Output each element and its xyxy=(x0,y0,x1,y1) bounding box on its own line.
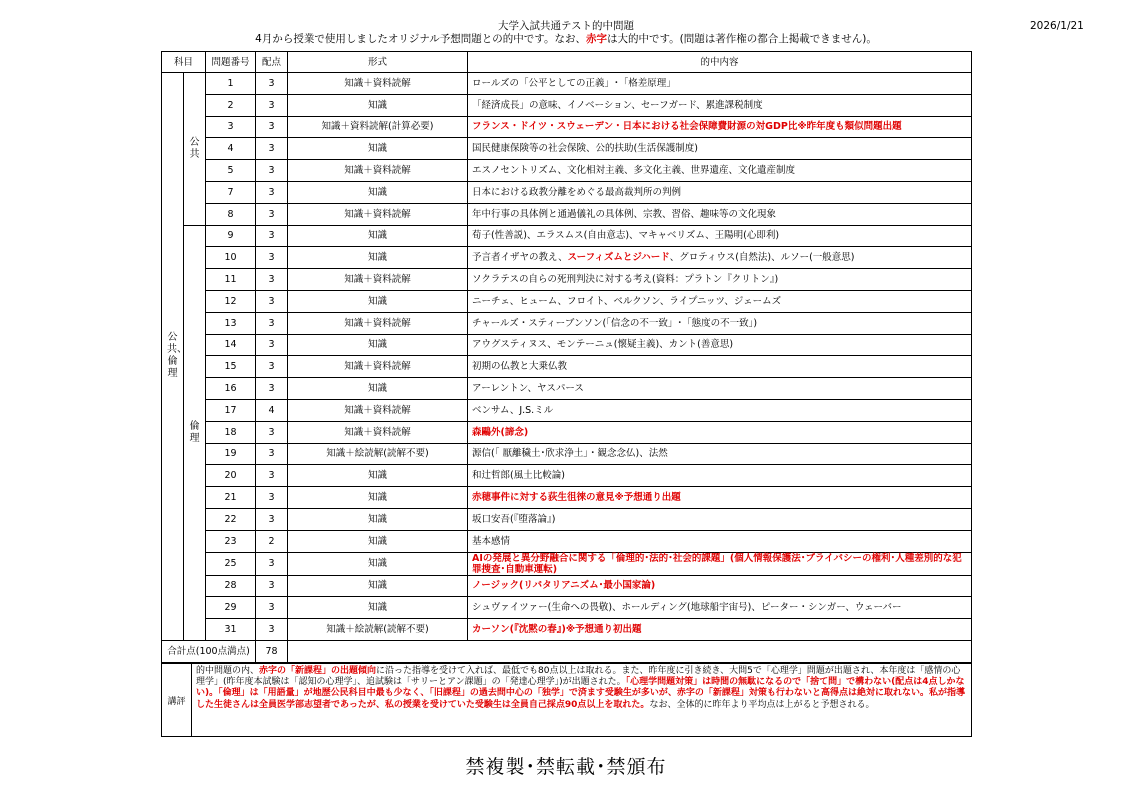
question-number: 31 xyxy=(206,619,256,641)
question-number: 11 xyxy=(206,269,256,291)
table-row xyxy=(162,399,972,421)
question-points: 3 xyxy=(256,290,288,312)
question-format: 知識＋絵読解(読解不要) xyxy=(288,619,468,641)
table-row xyxy=(162,421,972,443)
question-format: 知識＋資料読解 xyxy=(288,160,468,182)
page-subtitle xyxy=(0,33,1132,46)
table-row xyxy=(162,530,972,552)
question-points: 3 xyxy=(256,552,288,575)
question-content: 日本における政教分離をめぐる最高裁判所の判例 xyxy=(468,181,972,203)
table-row xyxy=(162,552,972,575)
question-format: 知識 xyxy=(288,530,468,552)
question-format: 知識＋資料読解 xyxy=(288,356,468,378)
question-content: 源信(｢ 厭離穢土･欣求浄土｣・観念念仏)、法然 xyxy=(468,443,972,465)
subject-rinri-cell: 倫理 xyxy=(184,225,206,640)
review-label: 講評 xyxy=(162,664,192,737)
question-points: 3 xyxy=(256,312,288,334)
question-points: 3 xyxy=(256,247,288,269)
date-label: 2026/1/21 xyxy=(1030,20,1084,32)
question-number: 9 xyxy=(206,225,256,247)
question-number: 5 xyxy=(206,160,256,182)
question-number: 7 xyxy=(206,181,256,203)
question-number: 13 xyxy=(206,312,256,334)
table-row xyxy=(162,225,972,247)
question-points: 3 xyxy=(256,138,288,160)
question-format: 知識 xyxy=(288,334,468,356)
question-content: 予言者イザヤの教え、スーフィズムとジハード、グロティウス(自然法)、ルソー(一般意思) xyxy=(468,247,972,269)
question-format: 知識 xyxy=(288,465,468,487)
table-row xyxy=(162,73,972,95)
table-row xyxy=(162,290,972,312)
question-points: 3 xyxy=(256,378,288,400)
question-number: 22 xyxy=(206,508,256,530)
table-row xyxy=(162,508,972,530)
question-number: 29 xyxy=(206,597,256,619)
question-content: ノージック(リバタリアニズム･最小国家論) xyxy=(468,575,972,597)
review-table xyxy=(161,663,972,737)
question-points: 3 xyxy=(256,116,288,138)
total-label: 合計点(100点満点) xyxy=(162,640,256,662)
page-title: 大学入試共通テスト的中問題 xyxy=(497,20,635,32)
question-number: 18 xyxy=(206,421,256,443)
question-points: 3 xyxy=(256,619,288,641)
question-content: アウグスティヌス、モンテーニュ(懐疑主義)、カント(善意思) xyxy=(468,334,972,356)
question-format: 知識 xyxy=(288,575,468,597)
question-format: 知識 xyxy=(288,247,468,269)
question-format: 知識 xyxy=(288,378,468,400)
table-row xyxy=(162,94,972,116)
table-row xyxy=(162,356,972,378)
question-content: カーソン(『沈黙の春』)※予想通り初出題 xyxy=(468,619,972,641)
question-content: 和辻哲郎(風土比較論) xyxy=(468,465,972,487)
total-empty xyxy=(468,640,972,662)
question-format: 知識 xyxy=(288,597,468,619)
table-row xyxy=(162,181,972,203)
question-number: 15 xyxy=(206,356,256,378)
question-number: 8 xyxy=(206,203,256,225)
table-row xyxy=(162,160,972,182)
question-points: 3 xyxy=(256,269,288,291)
question-format: 知識＋資料読解 xyxy=(288,269,468,291)
question-number: 21 xyxy=(206,487,256,509)
question-content: 年中行事の具体例と通過儀礼の具体例、宗教、習俗、趣味等の文化現象 xyxy=(468,203,972,225)
question-format: 知識＋資料読解 xyxy=(288,399,468,421)
question-points: 3 xyxy=(256,225,288,247)
question-points: 3 xyxy=(256,334,288,356)
question-points: 3 xyxy=(256,203,288,225)
question-format: 知識 xyxy=(288,487,468,509)
question-number: 16 xyxy=(206,378,256,400)
question-points: 3 xyxy=(256,181,288,203)
question-content: 基本感情 xyxy=(468,530,972,552)
subtitle-red: 赤字 xyxy=(585,33,607,45)
question-points: 3 xyxy=(256,575,288,597)
total-row xyxy=(162,640,972,662)
question-content: 荀子(性善説)、エラスムス(自由意志)、マキャベリズム、王陽明(心即利) xyxy=(468,225,972,247)
question-format: 知識 xyxy=(288,181,468,203)
table-row xyxy=(162,312,972,334)
question-number: 19 xyxy=(206,443,256,465)
question-number: 2 xyxy=(206,94,256,116)
table-row xyxy=(162,465,972,487)
subtitle-post: は大的中です。(問題は著作権の都合上掲載できません)。 xyxy=(606,33,877,45)
col-format: 形式 xyxy=(288,52,468,73)
table-row xyxy=(162,138,972,160)
question-format: 知識＋資料読解 xyxy=(288,421,468,443)
question-points: 3 xyxy=(256,443,288,465)
question-content: フランス・ドイツ・スウェーデン・日本における社会保障費財源の対GDP比※昨年度も類似問題出題 xyxy=(468,116,972,138)
col-subject: 科目 xyxy=(162,52,206,73)
question-points: 3 xyxy=(256,94,288,116)
question-number: 1 xyxy=(206,73,256,95)
table-row xyxy=(162,203,972,225)
table-row xyxy=(162,116,972,138)
subject-koukyou-cell: 公共 xyxy=(184,73,206,226)
total-value: 78 xyxy=(256,640,288,662)
question-format: 知識 xyxy=(288,290,468,312)
col-number: 問題番号 xyxy=(206,52,256,73)
question-format: 知識＋資料読解 xyxy=(288,73,468,95)
question-points: 3 xyxy=(256,508,288,530)
question-content: 坂口安吾(『堕落論』) xyxy=(468,508,972,530)
subtitle-pre: 4月から授業で使用しましたオリジナル予想問題との的中です。なお、 xyxy=(255,33,586,45)
question-content: ベンサム、J.S.ミル xyxy=(468,399,972,421)
question-points: 3 xyxy=(256,73,288,95)
question-points: 3 xyxy=(256,356,288,378)
question-points: 3 xyxy=(256,160,288,182)
question-content: 「経済成長」の意味、イノベーション、セーフガード、累進課税制度 xyxy=(468,94,972,116)
subject-main-cell: 公共、倫理 xyxy=(162,73,184,641)
question-number: 17 xyxy=(206,399,256,421)
footer-notice: 禁複製･禁転載･禁頒布 xyxy=(465,756,667,778)
table-row xyxy=(162,443,972,465)
question-number: 14 xyxy=(206,334,256,356)
question-content: AIの発展と異分野融合に関する「倫理的･法的･社会的課題」(個人情報保護法･プライバシーの権利･人種差別的な犯罪捜査･自動車運転) xyxy=(468,552,972,575)
question-points: 3 xyxy=(256,487,288,509)
question-points: 4 xyxy=(256,399,288,421)
question-content: チャールズ・スティーブンソン(「信念の不一致」･「態度の不一致」) xyxy=(468,312,972,334)
question-format: 知識＋絵読解(読解不要) xyxy=(288,443,468,465)
question-number: 12 xyxy=(206,290,256,312)
question-format: 知識 xyxy=(288,508,468,530)
question-content: 初期の仏教と大乗仏教 xyxy=(468,356,972,378)
question-format: 知識＋資料読解 xyxy=(288,312,468,334)
table-row xyxy=(162,269,972,291)
question-content: 森鷗外(諦念) xyxy=(468,421,972,443)
table-row xyxy=(162,575,972,597)
col-points: 配点 xyxy=(256,52,288,73)
question-number: 25 xyxy=(206,552,256,575)
table-row xyxy=(162,619,972,641)
question-content: アーレントン、ヤスパース xyxy=(468,378,972,400)
question-content: シュヴァイツァー(生命への畏敬)、ホールディング(地球船宇宙号)、ピーター・シンガー、ウェーバー xyxy=(468,597,972,619)
question-content: ソクラテスの自らの死刑判決に対する考え(資料：プラトン『クリトン』) xyxy=(468,269,972,291)
table-row xyxy=(162,334,972,356)
question-number: 20 xyxy=(206,465,256,487)
hit-table xyxy=(161,51,972,663)
review-text: 的中問題の内、赤字の「新課程」の出題傾向に沿った指導を受けて入れば、最低でも80点以上は取れる。また、昨年度に引き続き、大問5で「心理学」問題が出題され、本年度は「感情の心理学」(昨年度本試験は「認知の心理学」、追試験は「サリーとアン課題」の「発達心理学」)が出題された。「心理学問題対策」は時間の無駄になるので「捨て問」で構わない(配点は4点しかない)。「倫理」は「用語量」が地歴公民科目中最も少なく、「旧課程」の過去問中心の「独学」で済ます受験生が多いが、赤字の「新課程」対策も行わないと高得点は絶対に取れない。私が指導した生徒さんは全員医学部志望者であったが、私の授業を受けていた受験生は全員自己採点90点以上を取れた。なお、全体的に昨年より平均点は上がると予想される。 xyxy=(192,664,972,737)
table-row xyxy=(162,597,972,619)
question-number: 3 xyxy=(206,116,256,138)
question-number: 23 xyxy=(206,530,256,552)
question-format: 知識 xyxy=(288,225,468,247)
question-format: 知識＋資料読解(計算必要) xyxy=(288,116,468,138)
question-format: 知識 xyxy=(288,552,468,575)
question-content: エスノセントリズム、文化相対主義、多文化主義、世界遺産、文化遺産制度 xyxy=(468,160,972,182)
question-number: 28 xyxy=(206,575,256,597)
question-number: 10 xyxy=(206,247,256,269)
question-points: 3 xyxy=(256,597,288,619)
table-row xyxy=(162,378,972,400)
question-content: 国民健康保険等の社会保険、公的扶助(生活保護制度) xyxy=(468,138,972,160)
table-row xyxy=(162,487,972,509)
question-content: ロールズの「公平としての正義」･「格差原理」 xyxy=(468,73,972,95)
question-points: 2 xyxy=(256,530,288,552)
question-format: 知識 xyxy=(288,94,468,116)
question-content: 赤穂事件に対する荻生徂徠の意見※予想通り出題 xyxy=(468,487,972,509)
question-content: ニーチェ、ヒューム、フロイト、ベルクソン、ライプニッツ、ジェームズ xyxy=(468,290,972,312)
question-format: 知識＋資料読解 xyxy=(288,203,468,225)
question-points: 3 xyxy=(256,465,288,487)
question-points: 3 xyxy=(256,421,288,443)
table-header-row xyxy=(162,52,972,73)
col-content: 的中内容 xyxy=(468,52,972,73)
total-empty xyxy=(288,640,468,662)
question-format: 知識 xyxy=(288,138,468,160)
question-number: 4 xyxy=(206,138,256,160)
table-row xyxy=(162,247,972,269)
